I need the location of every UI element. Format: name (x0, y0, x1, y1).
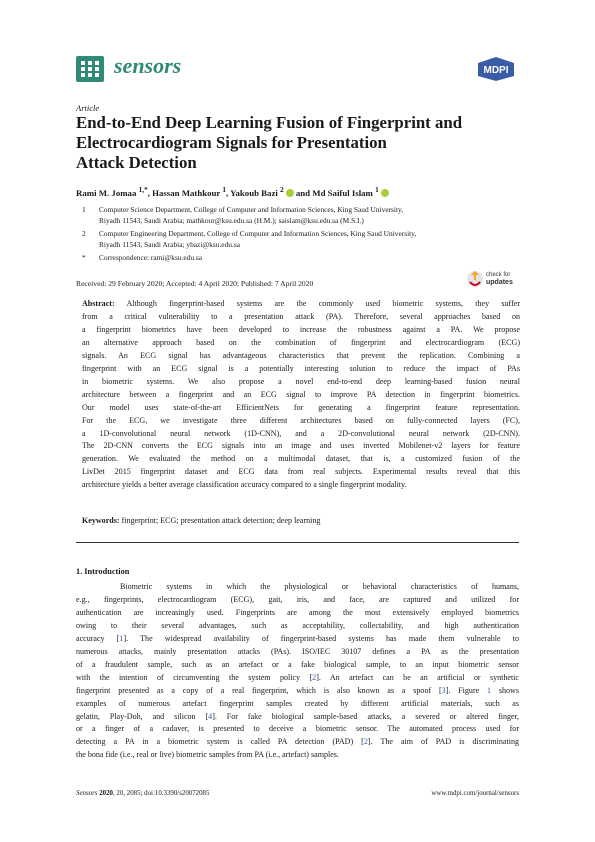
body-line: detecting a PA in a biometric system is called PA detection (PAD) [2]. The aim of PAD is discriminating (76, 737, 519, 747)
abstract-line: architecture between a fingerprint and an ECG signal to improve PA detection in fingerprint biometrics. (82, 389, 520, 399)
abstract-line: in biometric systems. We also propose a novel end-to-end deep learning-based fusion neural (82, 376, 520, 386)
orcid-icon[interactable] (286, 189, 294, 197)
author[interactable]: Rami M. Jomaa $^{1,*}$ (76, 185, 148, 198)
abstract-line: a 1D-convolutional neural network (1D-CNN), and a 2D-convolutional neural network (2D-CNN). (82, 428, 520, 438)
check-for-updates-badge[interactable] (466, 268, 518, 292)
body-line: of a fraudulent sample, such as an artefact or a fake biological sample, to an input biometric sensor (76, 659, 519, 669)
abstract-line: fingerprint with an ECG signal is a potentially interesting solution to reduce the impact of PAs (82, 363, 520, 373)
body-line: accuracy [1]. The widespread availability of fingerprint-based systems has made them vulnerable to (76, 633, 520, 643)
author[interactable]: Md Saiful Islam $^1$ (312, 188, 389, 198)
abstract-label: Abstract: (82, 299, 115, 308)
paper-title (76, 113, 521, 173)
body-line: or a finger of a cadaver, is presented to deceive a biometric sensor. The automated process used for (76, 724, 519, 734)
citation-footer: Sensors 2020, 20, 2085; doi:10.3390/s20072085 (76, 790, 210, 797)
body-line: numerous attacks, mainly presentation attacks (PAs). ISO/IEC 30107 defines a PA as the presentation (76, 646, 519, 656)
affiliation (76, 229, 521, 250)
journal-url[interactable]: www.mdpi.com/journal/sensors (431, 790, 519, 797)
abstract-line: from a critical vulnerability to a presentation attack (PA). Therefore, several approaches based on (82, 311, 520, 321)
body-line: authentication are increasingly used. Fingerprints are among the most extensively employed biometrics (76, 607, 519, 617)
body-line: Biometric systems in which the physiological or behavioral characteristics of humans, (120, 582, 519, 591)
reference-link[interactable]: 1 (119, 633, 124, 643)
check-updates-icon (466, 268, 484, 290)
keywords (82, 516, 320, 525)
author[interactable]: Yakoub Bazi $^2$ (230, 188, 294, 198)
affiliation (76, 253, 521, 264)
author-list: Rami M. Jomaa $^{1,*}$, Hassan Mathkour $^1$, Yakoub Bazi $^2$ and Md Saiful Islam $^1$ (76, 185, 389, 198)
section-divider (76, 542, 519, 543)
body-line: fingerprint presented as a copy of a real fingerprint, which is also known as a spoof [3]. Figure 1 shows (76, 685, 519, 695)
abstract-line: Abstract: Although fingerprint-based systems are the commonly used biometric systems, they suffer (82, 299, 520, 308)
affiliation (76, 205, 521, 226)
abstract-line: a fingerprint biometrics have been developed to increase the robustness against a PA. We propose (82, 324, 520, 334)
reference-link[interactable]: 1 (487, 685, 492, 695)
check-updates-line1: check for (486, 272, 511, 278)
affiliation-line: Riyadh 11543, Saudi Arabia; ybazi@ksu.edu.sa (99, 239, 240, 249)
publication-dates: Received: 29 February 2020; Accepted: 4 April 2020; Published: 7 April 2020 (76, 279, 314, 288)
abstract-line: architecture yields a better average classification accuracy compared to a single fingerprint modality. (82, 480, 407, 490)
abstract-line: The 2D-CNN converts the ECG signals into an image and uses inverted Mobilenet-v2 layers for feature (82, 441, 520, 451)
affiliation-line: Computer Science Department, College of Computer and Information Sciences, King Saud University, (99, 205, 404, 214)
keywords-label: Keywords: (82, 516, 120, 525)
affiliation-mark: 1 (82, 205, 86, 214)
abstract-line: signals. An ECG signal has advantageous characteristics that prevent the replication. Combining a (82, 350, 520, 360)
body-line: with the intention of circumventing the system policy [2]. An artefact can be an artificial or synthetic (76, 672, 519, 682)
title-line: Attack Detection (76, 153, 197, 172)
abstract-line: For the ECG, we investigate three different architectures based on fully-connected layers (FC), (82, 415, 520, 425)
mdpi-logo-icon (474, 56, 518, 82)
mdpi-logo-text: MDPI (483, 65, 509, 76)
reference-link[interactable]: 3 (441, 685, 446, 695)
sensors-logo-icon (79, 59, 101, 79)
correspondence-line: Correspondence: rami@ksu.edu.sa (99, 253, 203, 262)
title-line: Electrocardiogram Signals for Presentation (76, 133, 387, 152)
reference-link[interactable]: 4 (208, 711, 213, 721)
body-line: examples of numerous artefact fingerprint samples created by different artificial materials, such as (76, 698, 519, 708)
affiliation-mark: * (82, 253, 86, 262)
abstract-line: Our model uses state-of-the-art EfficientNets for generating a fingerprint feature representation. (82, 402, 520, 412)
affiliation-line: Riyadh 11543, Saudi Arabia; mathkour@ksu.edu.sa (H.M.); saislam@ksu.edu.sa (M.S.I.) (99, 215, 364, 225)
section-heading: 1. Introduction (76, 567, 130, 576)
abstract (82, 298, 520, 492)
body-line: owing to their several advantages, such as acceptability, collectability, and high authentication (76, 620, 519, 630)
reference-link[interactable]: 2 (363, 737, 368, 747)
reference-link[interactable]: 2 (312, 672, 317, 682)
keywords-text: fingerprint; ECG; presentation attack detection; deep learning (121, 516, 321, 525)
article-type: Article (76, 103, 100, 113)
title-line: End-to-End Deep Learning Fusion of Fingerprint and (76, 113, 463, 132)
journal-logo (76, 56, 104, 82)
abstract-line: generation. We evaluated the method on a multimodal dataset, that is, a customized fusion of the (82, 454, 520, 464)
affiliation-mark: 2 (82, 229, 86, 238)
affiliation-line: Computer Engineering Department, College of Computer and Information Sciences, King Saud University, (99, 229, 417, 238)
body-line: the bona fide (i.e., real or live) biometric samples from PA (i.e., artefact) samples. (76, 750, 339, 760)
abstract-line: LivDet 2015 fingerprint dataset and ECG data from real subjects. Experimental results reveal that this (82, 467, 520, 477)
check-updates-line2: updates (486, 279, 513, 286)
body-line: gelatin, Play-Doh, and silicon [4]. For fake biological sample-based attacks, a severed or altered finger, (76, 711, 519, 721)
orcid-icon[interactable] (381, 189, 389, 197)
introduction-body (76, 581, 519, 762)
author[interactable]: Hassan Mathkour $^1$ (152, 185, 227, 198)
body-line: e.g., fingerprints, electrocardiogram (ECG), gait, iris, and face, are captured and utilized for (76, 594, 519, 604)
abstract-line: an alternative approach based on the combination of fingerprint and electrocardiogram (ECG) (82, 337, 520, 347)
journal-name: sensors (114, 53, 182, 78)
